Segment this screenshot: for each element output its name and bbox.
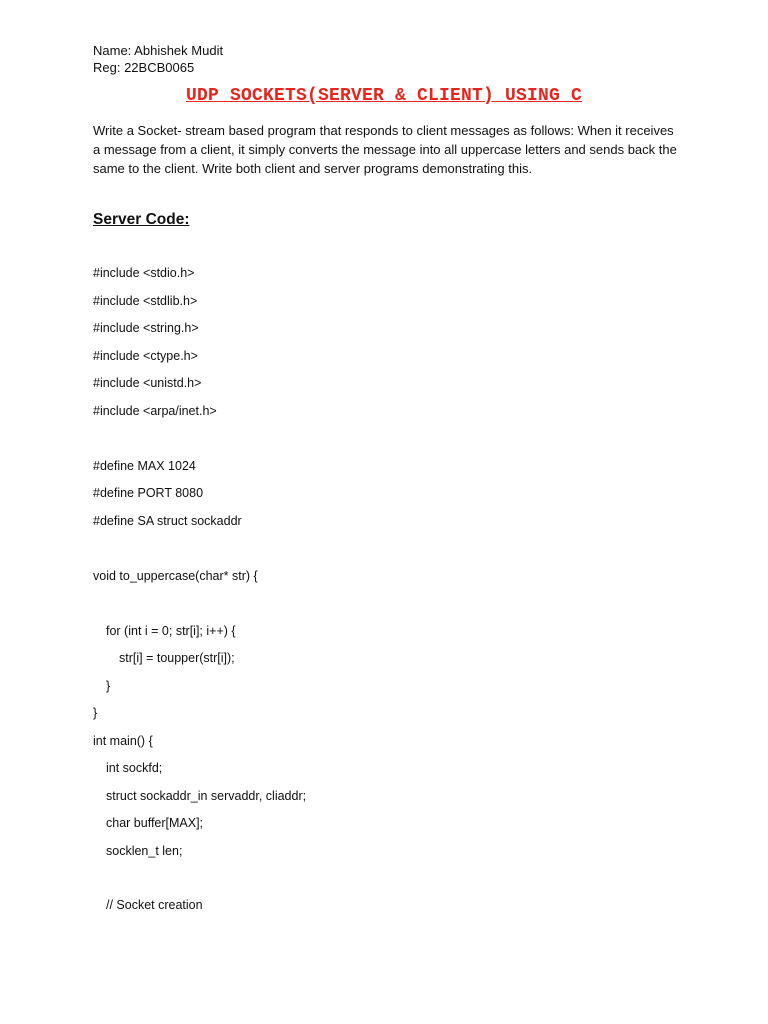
code-line: } [106,679,111,693]
code-line: #include <stdio.h> [93,266,195,280]
code-line: for (int i = 0; str[i]; i++) { [106,624,236,638]
code-line: #include <stdlib.h> [93,294,198,308]
code-line: #define PORT 8080 [93,486,204,500]
code-line: int main() { [93,734,153,748]
code-line: #define SA struct sockaddr [93,514,242,528]
code-line: struct sockaddr_in servaddr, cliaddr; [106,789,307,803]
code-line: void to_uppercase(char* str) { [93,569,258,583]
code-line: socklen_t len; [106,844,183,858]
code-line: int sockfd; [106,761,163,775]
section-heading: Server Code: [93,211,190,228]
code-line: // Socket creation [106,898,203,912]
document-title: UDP SOCKETS(SERVER & CLIENT) USING C [185,86,583,106]
code-line: #include <unistd.h> [93,376,202,390]
registration-number: Reg: 22BCB0065 [93,60,195,75]
student-name: Name: Abhishek Mudit [93,43,224,58]
code-line: #include <string.h> [93,321,199,335]
code-line: #define MAX 1024 [93,459,196,473]
code-line: str[i] = toupper(str[i]); [119,651,235,665]
code-line: #include <ctype.h> [93,349,198,363]
code-line: #include <arpa/inet.h> [93,404,217,418]
task-description: Write a Socket- stream based program that responds to client messages as follows: When it receives a message from a client, it simply converts the message into all uppercase letters and sends back the same to the client. Write both client and server programs demonstrating this. [93,123,677,176]
code-line: } [93,706,98,720]
code-line: char buffer[MAX]; [106,816,204,830]
